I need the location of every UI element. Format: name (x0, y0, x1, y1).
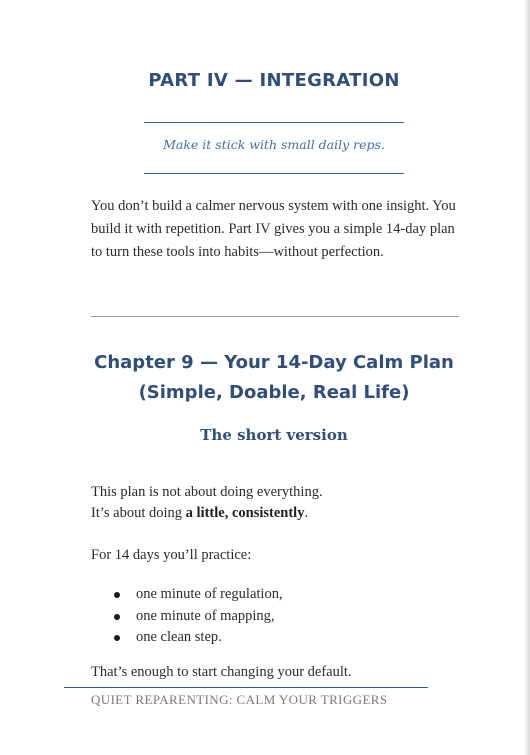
bullet-icon (114, 614, 120, 620)
list-item-text: one minute of mapping, (136, 607, 275, 624)
bullet-icon (114, 592, 120, 598)
list-item (112, 606, 432, 628)
list-item (112, 627, 432, 649)
subtitle-rule-bottom (144, 173, 404, 174)
plan-description-paragraph (91, 482, 461, 524)
chapter-title-line-1: Chapter 9 — Your 14-Day Calm Plan (94, 352, 454, 373)
section-divider (91, 316, 459, 317)
para1-line-2 (91, 503, 461, 524)
running-footer: QUIET REPARENTING: CALM YOUR TRIGGERS (91, 692, 388, 707)
footer-rule (64, 687, 428, 688)
bullet-icon (114, 635, 120, 641)
subtitle-rule-top (144, 122, 404, 123)
para1-line-2-suffix: . (304, 505, 309, 521)
para1-line-2-prefix: It’s about doing (91, 505, 186, 521)
closing-paragraph: That’s enough to start changing your default. (91, 664, 352, 680)
chapter-title-line-2: (Simple, Doable, Real Life) (138, 382, 410, 403)
part-intro-paragraph: You don’t build a calmer nervous system with one insight. You build it with repetition. Part IV gives you a simple 14-day plan to turn these tools into habits—without perfection. (91, 198, 456, 260)
practice-list (112, 584, 432, 649)
part-subtitle: Make it stick with small daily reps. (163, 137, 385, 152)
list-item-text: one minute of regulation, (136, 586, 283, 602)
practice-intro-paragraph: For 14 days you’ll practice: (91, 547, 252, 563)
section-heading: The short version (200, 426, 348, 444)
list-item-text: one clean step. (136, 629, 222, 645)
para1-line-1: This plan is not about doing everything. (91, 484, 323, 500)
para1-emphasis: a little, consistently (185, 505, 305, 521)
chapter-title (0, 348, 530, 408)
part-title: PART IV — INTEGRATION (148, 70, 400, 91)
list-item (112, 584, 432, 606)
